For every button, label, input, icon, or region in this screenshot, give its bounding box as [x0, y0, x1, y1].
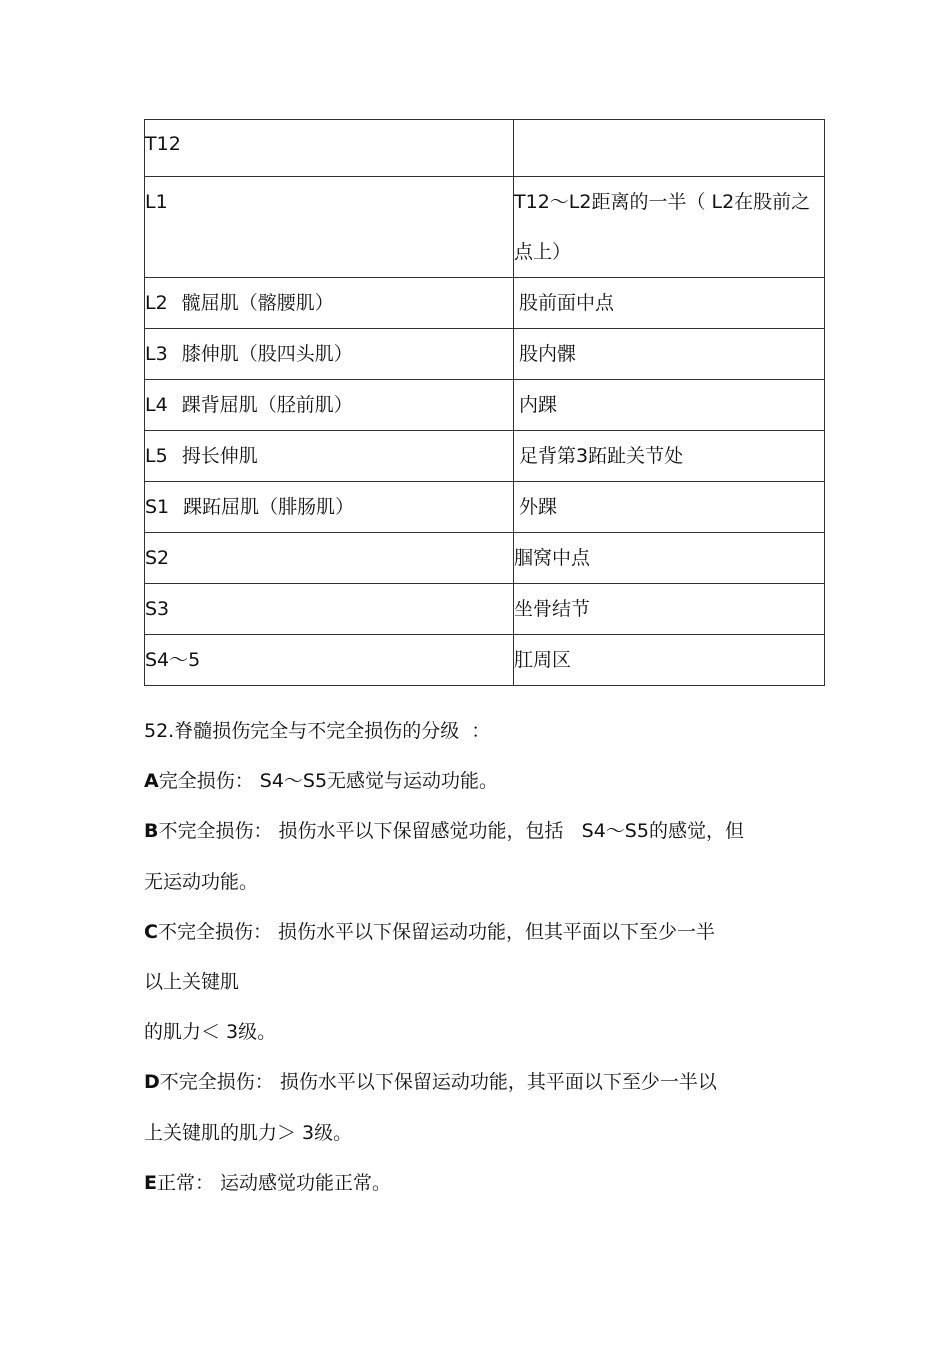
sensory-point-cell — [514, 635, 825, 686]
level-cell — [145, 177, 514, 278]
sensory-point-label: 股前面中点 — [519, 292, 615, 314]
table-row — [145, 635, 825, 686]
grade-e-item — [144, 1158, 834, 1208]
grade-b-continuation: 无运动功能。 — [144, 870, 259, 893]
table-row — [145, 278, 825, 329]
grade-c-item — [144, 907, 834, 957]
key-muscle-label: 拇长伸肌 — [181, 445, 258, 467]
key-muscle-label: 膝伸肌（股四头肌） — [181, 343, 353, 365]
level-cell — [145, 120, 514, 177]
level-cell — [145, 482, 514, 533]
grade-letter: B — [144, 820, 159, 843]
level-label: L4 — [145, 394, 168, 416]
grade-letter: A — [144, 770, 159, 793]
grade-c-continuation: 的肌力＜ 3级。 — [144, 1021, 277, 1044]
key-muscle-label: 髋屈肌（髂腰肌） — [181, 292, 334, 314]
table-row — [145, 431, 825, 482]
table-row — [145, 177, 825, 278]
level-label: S3 — [145, 598, 170, 620]
table-row — [145, 482, 825, 533]
grade-description: 不完全损伤： 损伤水平以下保留运动功能，但其平面以下至少一半 — [157, 920, 715, 943]
sensory-point-label: 坐骨结节 — [514, 598, 591, 620]
sensory-point-label: 股内髁 — [519, 343, 577, 365]
sensory-point-label: T12～L2距离的一半（ L2在股前之点上） — [514, 191, 811, 263]
table-row — [145, 584, 825, 635]
level-label: T12 — [145, 133, 181, 155]
level-label: L2 — [145, 292, 168, 314]
table-row — [145, 329, 825, 380]
grade-description: 完全损伤： S4～S5无感觉与运动功能。 — [158, 770, 499, 793]
level-cell — [145, 278, 514, 329]
sensory-point-cell — [514, 380, 825, 431]
level-label: L3 — [145, 343, 168, 365]
level-cell — [145, 533, 514, 584]
grade-c-continuation: 以上关键肌 — [144, 971, 240, 994]
level-label: S1 — [145, 496, 170, 518]
spinal-level-table — [144, 119, 825, 686]
sensory-point-label: 足背第3跖趾关节处 — [519, 445, 684, 467]
sensory-point-cell — [514, 584, 825, 635]
injury-grading-section — [144, 706, 834, 1208]
sensory-point-label: 内踝 — [519, 394, 558, 416]
sensory-point-cell — [514, 278, 825, 329]
grade-a-item — [144, 756, 834, 806]
grade-d-continuation: 上关键肌的肌力＞ 3级。 — [144, 1121, 353, 1144]
sensory-point-cell — [514, 482, 825, 533]
grade-description: 不完全损伤： 损伤水平以下保留感觉功能，包括 S4～S5的感觉，但 — [158, 820, 744, 843]
level-label: S4～5 — [145, 649, 201, 671]
sensory-point-cell — [514, 431, 825, 482]
sensory-point-label: 肛周区 — [514, 649, 572, 671]
grade-letter: D — [144, 1071, 160, 1094]
level-cell — [145, 431, 514, 482]
key-muscle-label: 踝背屈肌（胫前肌） — [181, 394, 353, 416]
sensory-point-cell — [514, 533, 825, 584]
level-label: S2 — [145, 547, 170, 569]
level-cell — [145, 380, 514, 431]
grade-d-item — [144, 1057, 834, 1107]
level-cell — [145, 635, 514, 686]
grade-description: 不完全损伤： 损伤水平以下保留运动功能，其平面以下至少一半以 — [159, 1071, 717, 1094]
level-cell — [145, 329, 514, 380]
sensory-point-cell — [514, 177, 825, 278]
level-label: L5 — [145, 445, 168, 467]
sensory-point-label: 腘窝中点 — [514, 547, 591, 569]
grade-description: 正常： 运动感觉功能正常。 — [156, 1171, 392, 1194]
grade-letter: E — [144, 1171, 157, 1194]
sensory-point-cell — [514, 329, 825, 380]
level-label: L1 — [145, 191, 168, 213]
sensory-point-label: 外踝 — [519, 496, 558, 518]
key-muscle-label: 踝跖屈肌（腓肠肌） — [183, 496, 355, 518]
level-cell — [145, 584, 514, 635]
table-row — [145, 120, 825, 177]
sensory-point-cell — [514, 120, 825, 177]
grade-letter: C — [144, 920, 158, 943]
table-row — [145, 380, 825, 431]
section-heading: 52.脊髓损伤完全与不完全损伤的分级 ： — [144, 720, 491, 742]
grade-b-item — [144, 806, 834, 856]
table-row — [145, 533, 825, 584]
